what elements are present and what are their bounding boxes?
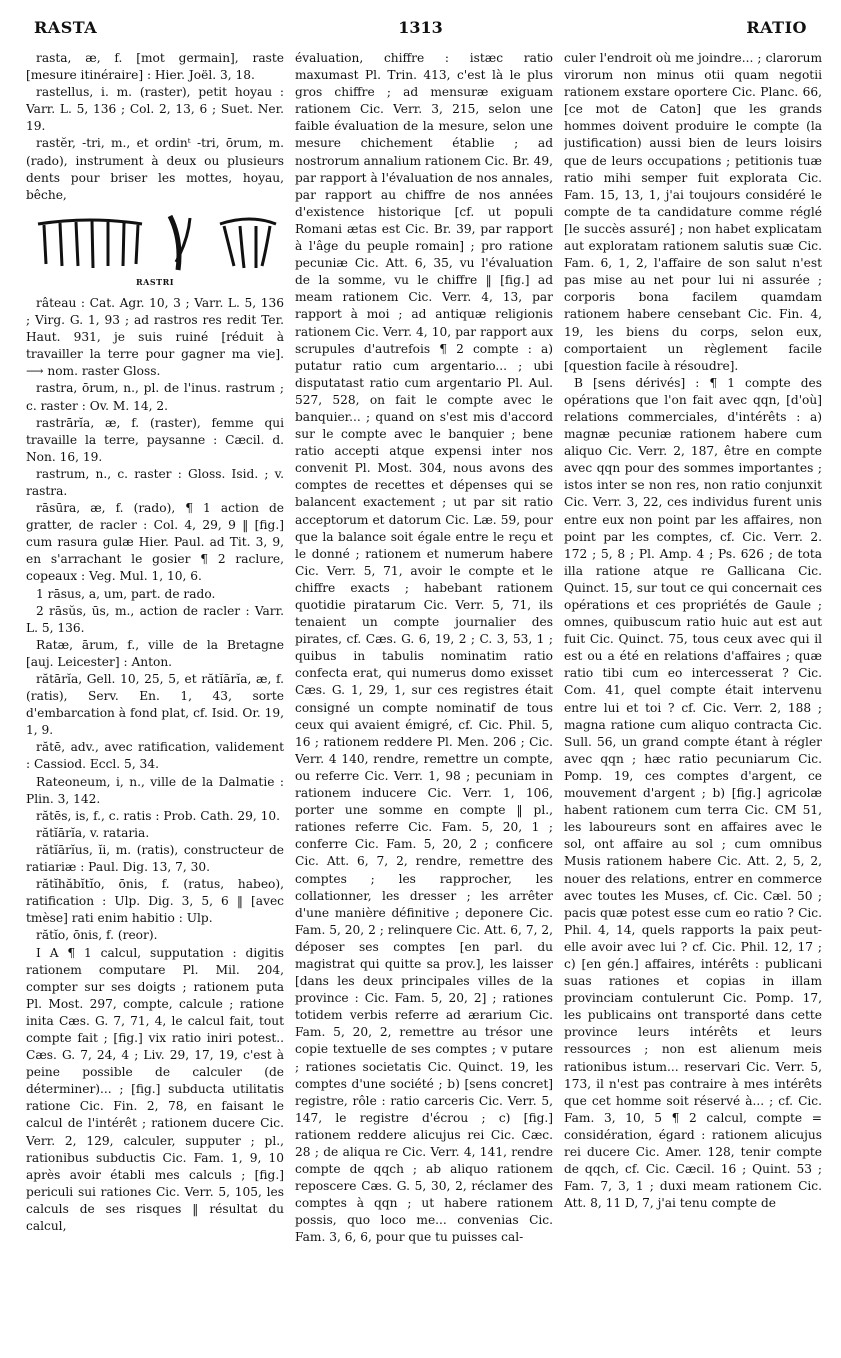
dictionary-entry: rastellus, i. m. (raster), petit hoyau : Varr. L. 5, 136 ; Col. 2, 13, 6 ; Suet. Ner. 19. [26, 85, 284, 134]
dictionary-entry: rătĭārĭus, ĭi, m. (ratis), constructeur de ratiariæ : Paul. Dig. 13, 7, 30. [26, 842, 284, 875]
dictionary-entry: Ratæ, ārum, f., ville de la Bretagne [auj. Leicester] : Anton. [26, 637, 284, 669]
dictionary-entry: rătĭo, ōnis, f. (reor). [36, 928, 158, 943]
rastri-illustration [26, 210, 284, 291]
dictionary-entry: rătĭhăbĭtĭo, ōnis, f. (ratus, habeo), ratification : Ulp. Dig. 3, 5, 6 ‖ [avec tmèse] rati enim habitio : Ulp. [26, 877, 284, 926]
column-2 [295, 50, 553, 1350]
header-left-guideword: RASTA [34, 18, 98, 37]
dictionary-entry: rătē, adv., avec ratification, validement : Cassiod. Eccl. 5, 34. [26, 740, 284, 772]
dictionary-entry: 2 rāsŭs, ūs, m., action de racler : Varr. L. 5, 136. [26, 603, 284, 635]
column-3 [564, 50, 822, 1350]
dictionary-entry: évaluation, chiffre : istæc ratio maxumast Pl. Trin. 413, c'est là le plus gros chiffre ; ad mensuræ exiguam rationem Cic. Verr. 3, 215, selon une faible évaluation de la mesure, selon une mesure chichement établie ; ad nostrorum annalium rationem Cic. Br. 49, par rapport à l'évaluation de nos annales, par rapport au chiffre de nos années d'existence historique [cf. ut populi Romani ætas est Cic. Br. 39, par rapport à l'âge du peuple romain] ; pro ratione pecuniæ Cic. Att. 6, 35, vu l'évaluation de la somme, vu le chiffre ‖ [fig.] ad meam rationem Cic. Verr. 4, 13, par rapport à moi ; ad antiquæ religionis rationem Cic. Verr. 4, 10, par rapport aux scrupules d'autrefois ¶ 2 compte : a) putatur ratio cum argentario... ; ubi disputatast ratio cum argentario Pl. Aul. 527, 528, on fait le compte avec le banquier... ; quand on s'est mis d'accord sur le compte avec le banquier ; bene ratio accepti atque expensi inter nos convenit Pl. Most. 304, nous avons des comptes de recettes et dépenses qui se balancent exactement ; ut par sit ratio acceptorum et datorum Cic. Læ. 59, pour que la balance soit égale entre le reçu et le donné ; rationem et numerum habere Cic. Verr. 5, 71, avoir le compte et le chiffre exacts ; habebant rationem quotidie piratarum Cic. Verr. 5, 71, ils tenaient un compte journalier des pirates, cf. Cæs. G. 6, 19, 2 ; C. 3, 53, 1 ; quibus in tabulis nominatim ratio confecta erat, qui numerus domo exisset Cæs. G. 1, 29, 1, sur ces registres était consigné un compte nominatif de tous ceux qui avaient émigré, cf. Cic. Phil. 5, 16 ; rationem reddere Pl. Men. 206 ; Cic. Verr. 4 140, rendre, remettre un compte, ou referre Cic. Verr. 1, 98 ; pecuniam in rationem inducere Cic. Verr. 1, 106, porter une somme en compte ‖ pl., rationes referre Cic. Fam. 5, 20, 1 ; conferre Cic. Fam. 5, 20, 2 ; conficere Cic. Att. 6, 7, 2, rendre, remettre des comptes ; les rapprocher, les collationner, les dresser ; les arrêter d'une manière définitive ; deponere Cic. Fam. 5, 20, 2 ; relinquere Cic. Att. 6, 7, 2, déposer ses comptes [en parl. du magistrat qui quitte sa prov.], les laisser [dans les deux principales villes de la province : Cic. Fam. 5, 20, 2] ; rationes totidem verbis referre ad ærarium Cic. Fam. 5, 20, 2, remettre au trésor une copie textuelle de ses comptes ; v putare ; rationes societatis Cic. Quinct. 19, les comptes d'une société ; b) [sens concret] registre, rôle : ratio carceris Cic. Verr. 5, 147, le registre d'écrou ; c) [fig.] rationem reddere alicujus rei Cic. Cæc. 28 ; de aliqua re Cic. Verr. 4, 141, rendre compte de qqch ; ab aliquo rationem reposcere Cæs. G. 5, 30, 2, réclamer des comptes à qqn ; ut habere rationem possis, quo loco me... convenias Cic. Fam. 3, 6, 6, pour que tu puisses cal- [295, 51, 553, 1245]
dictionary-entry: rasta, æ, f. [mot germain], raste [mesure itinéraire] : Hier. Joël. 3, 18. [26, 51, 284, 83]
dictionary-entry: rătĭārĭa, v. rataria. [36, 825, 150, 840]
dictionary-columns [26, 50, 822, 1350]
header-right-guideword: RATIO [746, 18, 807, 37]
dictionary-entry: râteau : Cat. Agr. 10, 3 ; Varr. L. 5, 136 ; Virg. G. 1, 93 ; ad rastros res redit Ter. Haut. 931, je suis ruiné [réduit à travailler la terre pour gagner ma vie]. ⟶ nom. raster Gloss. [26, 295, 284, 379]
dictionary-entry: rătēs, is, f., c. ratis : Prob. Cath. 29, 10. [36, 808, 281, 823]
dictionary-entry: 1 rāsus, a, um, part. de rado. [36, 586, 216, 601]
dictionary-entry: rāsūra, æ, f. (rado), ¶ 1 action de gratter, de racler : Col. 4, 29, 9 ‖ [fig.] cum rasura gulæ Hier. Paul. ad Tit. 3, 9, en s'arrachant le gosier ¶ 2 raclure, copeaux : Veg. Mul. 1, 10, 6. [26, 501, 284, 584]
dictionary-entry: rătārĭa, Gell. 10, 25, 5, et rătĭārĭa, æ, f. (ratis), Serv. En. 1, 43, sorte d'embarcation à fond plat, cf. Isid. Or. 19, 1, 9. [26, 672, 284, 738]
dictionary-entry: rastra, ōrum, n., pl. de l'inus. rastrum ; c. raster : Ov. M. 14, 2. [26, 381, 284, 413]
figure-caption: RASTRI [136, 276, 174, 287]
page-header [34, 18, 807, 42]
dictionary-entry: B [sens dérivés] : ¶ 1 compte des opérations que l'on fait avec qqn, [d'où] relations commerciales, d'intérêts : a) magnæ pecuniæ rationem habere cum aliquo Cic. Verr. 2, 187, être en compte avec qqn pour des sommes importantes ; istos inter se non res, non ratio conjunxit Cic. Verr. 3, 22, ces individus furent unis entre eux non point par les affaires, non point par les comptes, cf. Cic. Verr. 2. 172 ; 5, 8 ; Pl. Amp. 4 ; Ps. 626 ; de tota illa ratione atque re Gallicana Cic. Quinct. 15, sur tout ce qui concernait ces opérations et ces propriétés de Gaule ; omnes, quibuscum ratio huic aut est aut fuit Cic. Quinct. 75, tous ceux avec qui il est ou a été en relations d'affaires ; quæ ratio tibi cum eo intercesserat ? Cic. Com. 41, quel compte était intervenu entre lui et toi ? cf. Cic. Verr. 2, 188 ; magna ratione cum aliquo contracta Cic. Sull. 56, un grand compte étant à régler avec qqn ; hæc ratio pecuniarum Cic. Pomp. 19, ces comptes d'argent, ce mouvement d'argent ; b) [fig.] agricolæ habent rationem cum terra Cic. CM 51, les laboureurs sont en affaires avec le sol, ont affaire au sol ; cum omnibus Musis rationem habere Cic. Att. 2, 5, 2, nouer des relations, entrer en commerce avec toutes les Muses, cf. Cic. Cæl. 50 ; pacis quæ potest esse cum eo ratio ? Cic. Phil. 4, 14, quels rapports la paix peut-elle avoir avec lui ? cf. Cic. Phil. 12, 17 ; c) [en gén.] affaires, intérêts : publicani suas rationes et copias in illam provinciam contulerunt Cic. Pomp. 17, les publicains ont transporté dans cette province leurs intérêts et leurs ressources ; non est alienum meis rationibus istum... reservari Cic. Verr. 5, 173, il n'est pas contraire à mes intérêts que cet homme soit réservé à... ; cf. Cic. Fam. 3, 10, 5 ¶ 2 calcul, compte = considération, égard : rationem alicujus rei ducere Cic. Amer. 128, tenir compte de qqch, cf. Cic. Cæcil. 16 ; Quint. 53 ; Fam. 7, 3, 1 ; duxi meam rationem Cic. Att. 8, 11 D, 7, j'ai tenu compte de [564, 375, 822, 1211]
dictionary-entry: Rateoneum, i, n., ville de la Dalmatie : Plin. 3, 142. [26, 774, 284, 806]
dictionary-entry: rastrum, n., c. raster : Gloss. Isid. ; v. rastra. [26, 466, 284, 498]
page-number: 1313 [398, 18, 443, 37]
dictionary-entry: I A ¶ 1 calcul, supputation : digitis rationem computare Pl. Mil. 204, compter sur ses doigts ; rationem puta Pl. Most. 297, compte, calcule ; ratione inita Cæs. G. 7, 71, 4, le calcul fait, tout compte fait ; [fig.] vix ratio iniri potest.. Cæs. G. 7, 24, 4 ; Liv. 29, 17, 19, c'est à peine possible de calculer (de déterminer)... ; [fig.] subducta utilitatis ratione Cic. Fin. 2, 78, en faisant le calcul de l'intérêt ; rationem ducere Cic. Verr. 2, 129, calculer, supputer ; pl., rationibus subductis Cic. Fam. 1, 9, 10 après avoir établi mes calculs ; [fig.] periculi sui rationes Cic. Verr. 5, 105, les calculs de ses risques ‖ résultat du calcul, [26, 945, 284, 1233]
dictionary-entry: culer l'endroit où me joindre... ; clarorum virorum non minus otii quam negotii rationem exstare oportere Cic. Planc. 66, [ce mot de Caton] que les grands hommes doivent produire le compte (la justification) aussi bien de leurs loisirs que de leurs occupations ; petitionis tuæ ratio mihi semper fuit explorata Cic. Fam. 15, 13, 1, j'ai toujours considéré le compte de ta candidature comme réglé [le succès assuré] ; non habet explicatam aut exploratam rationem salutis suæ Cic. Fam. 6, 1, 2, l'affaire de son salut n'est pas mise au net pour lui ni assurée ; corporis bona facilem quamdam rationem habere censebant Cic. Fin. 4, 19, les biens du corps, selon eux, comportaient un règlement facile [question facile à résoudre]. [564, 51, 822, 373]
rake-tools-drawing [30, 210, 280, 274]
dictionary-entry: rastĕr, -tri, m., et ordinᵗ -tri, ōrum, m. (rado), instrument à deux ou plusieurs dents pour briser les mottes, hoyau, bêche, [26, 136, 284, 202]
dictionary-entry: rastrārĭa, æ, f. (raster), femme qui travaille la terre, paysanne : Cæcil. d. Non. 16, 19. [26, 415, 284, 464]
column-1 [26, 50, 284, 1350]
